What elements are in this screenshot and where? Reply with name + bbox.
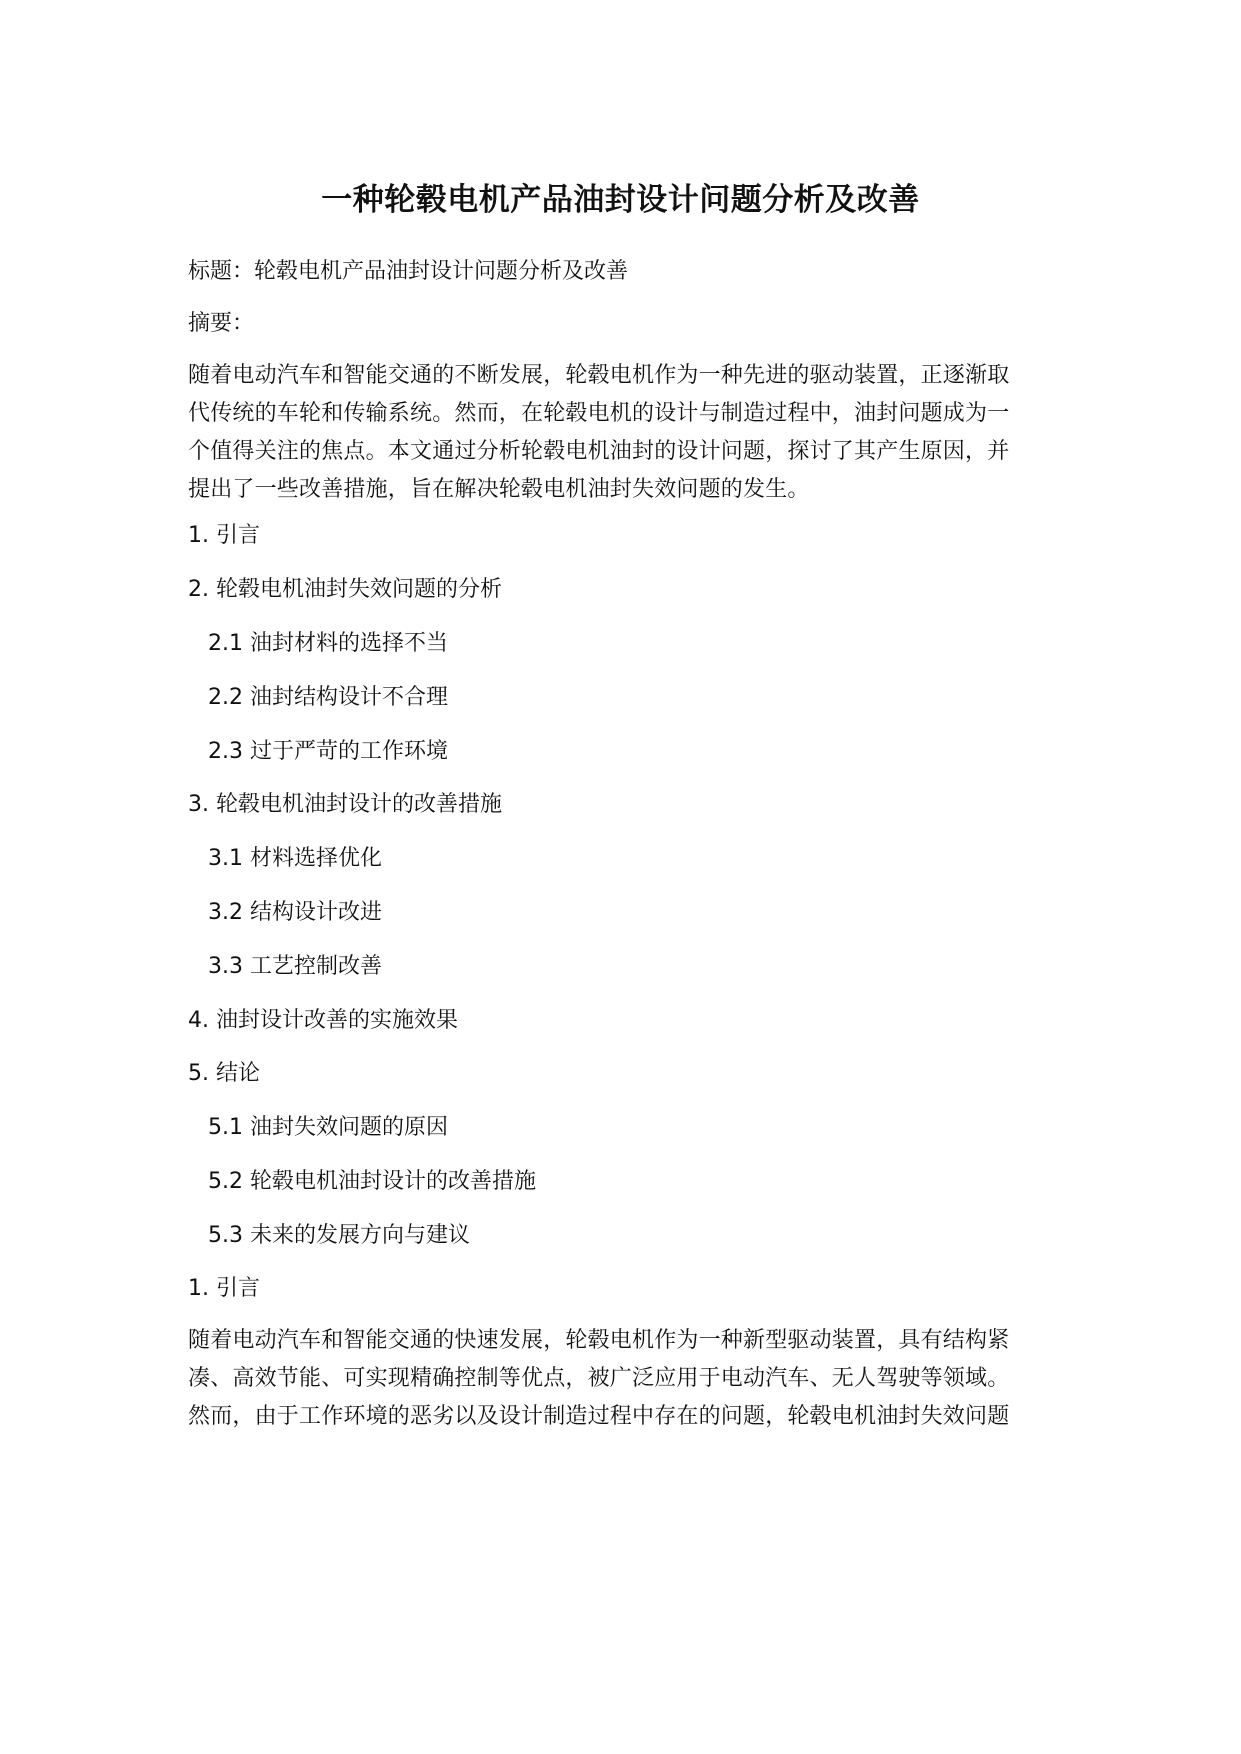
outline-item-2: 2. 轮毂电机油封失效问题的分析: [188, 577, 502, 602]
outline-item-3: 3. 轮毂电机油封设计的改善措施: [188, 792, 502, 817]
section-1-line: 随着电动汽车和智能交通的快速发展，轮毂电机作为一种新型驱动装置，具有结构紧: [188, 1328, 1010, 1353]
outline-item-5-3: 5.3 未来的发展方向与建议: [208, 1223, 470, 1248]
subtitle-line: 标题：轮毂电机产品油封设计问题分析及改善: [188, 259, 629, 284]
abstract-line: 代传统的车轮和传输系统。然而，在轮毂电机的设计与制造过程中，油封问题成为一: [188, 401, 1010, 426]
outline-item-3-3: 3.3 工艺控制改善: [208, 954, 382, 979]
section-1-line: 然而，由于工作环境的恶劣以及设计制造过程中存在的问题，轮毂电机油封失效问题: [188, 1404, 1010, 1429]
abstract-paragraph: [188, 357, 1040, 509]
outline-item-4: 4. 油封设计改善的实施效果: [188, 1008, 458, 1033]
outline-item-3-1: 3.1 材料选择优化: [208, 846, 382, 871]
outline-item-1: 1. 引言: [188, 523, 260, 548]
outline-item-5: 5. 结论: [188, 1061, 260, 1086]
outline-item-3-2: 3.2 结构设计改进: [208, 900, 382, 925]
abstract-line: 随着电动汽车和智能交通的不断发展，轮毂电机作为一种先进的驱动装置，正逐渐取: [188, 363, 1010, 388]
abstract-line: 提出了一些改善措施，旨在解决轮毂电机油封失效问题的发生。: [188, 477, 810, 502]
abstract-label: 摘要：: [188, 311, 255, 336]
document-title: 一种轮毂电机产品油封设计问题分析及改善: [321, 182, 920, 218]
outline-item-2-1: 2.1 油封材料的选择不当: [208, 631, 448, 656]
outline-item-2-3: 2.3 过于严苛的工作环境: [208, 739, 448, 764]
section-1-heading: 1. 引言: [188, 1276, 260, 1301]
outline-item-5-1: 5.1 油封失效问题的原因: [208, 1115, 448, 1140]
section-1-line: 凑、高效节能、可实现精确控制等优点，被广泛应用于电动汽车、无人驾驶等领域。: [188, 1366, 1010, 1391]
section-1-paragraph: [188, 1322, 1040, 1436]
outline-item-5-2: 5.2 轮毂电机油封设计的改善措施: [208, 1169, 536, 1194]
abstract-line: 个值得关注的焦点。本文通过分析轮毂电机油封的设计问题，探讨了其产生原因，并: [188, 439, 1010, 464]
outline-item-2-2: 2.2 油封结构设计不合理: [208, 685, 448, 710]
